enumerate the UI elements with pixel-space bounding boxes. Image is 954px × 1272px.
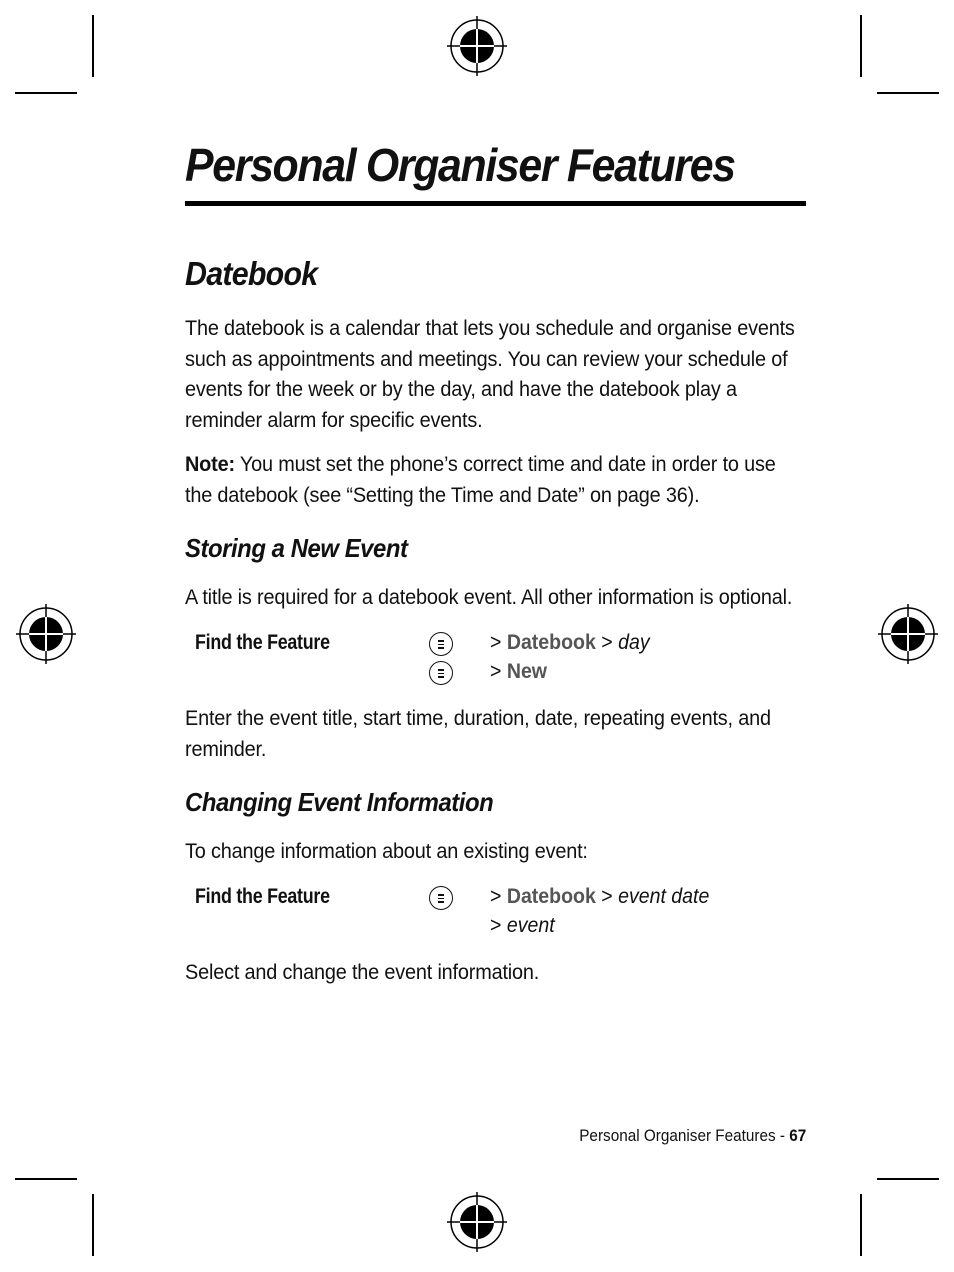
crop-mark [877, 92, 939, 94]
section-intro: The datebook is a calendar that lets you schedule and organise events such as appointments and meetings. You can review your schedule of events for the week or by the day, and have the datebook play a reminder alarm for specific events. [185, 316, 795, 432]
title-rule [185, 201, 806, 206]
storing-intro: A title is required for a datebook event. All other information is optional. [185, 585, 793, 609]
subsection-title-changing: Changing Event Information [185, 787, 494, 817]
menu-key-icon [429, 661, 453, 685]
page-footer [579, 1124, 806, 1148]
feature-path: > event [490, 914, 555, 937]
crop-mark [860, 1194, 862, 1256]
footer-text: Personal Organiser Features - [578, 1126, 789, 1145]
page-number: 67 [788, 1126, 806, 1145]
registration-mark-icon [445, 1190, 509, 1254]
crop-mark [860, 15, 862, 77]
note-label: Note: [185, 452, 235, 476]
find-the-feature-label: Find the Feature [195, 885, 330, 908]
changing-intro: To change information about an existing event: [185, 839, 588, 863]
feature-path: > Datebook > event date [490, 885, 710, 908]
subsection-title-storing: Storing a New Event [185, 533, 408, 563]
crop-mark [15, 1178, 77, 1180]
crop-mark [92, 15, 94, 77]
note-paragraph [185, 449, 805, 510]
feature-path: > New [490, 660, 548, 683]
feature-path: > Datebook > day [490, 631, 650, 654]
section-title: Datebook [185, 255, 318, 292]
crop-mark [877, 1178, 939, 1180]
crop-mark [15, 92, 77, 94]
crop-mark [92, 1194, 94, 1256]
find-the-feature-label: Find the Feature [195, 631, 330, 654]
page-title: Personal Organiser Features [185, 139, 735, 191]
menu-item-new: New [506, 660, 548, 683]
registration-mark-icon [876, 602, 940, 666]
variable-event-date: event date [618, 885, 710, 908]
changing-after: Select and change the event information. [185, 960, 540, 984]
menu-item-datebook: Datebook [506, 885, 596, 908]
note-text: You must set the phone’s correct time and date in order to use the datebook (see “Setting the Time and Date” on page 36). [185, 452, 776, 507]
registration-mark-icon [445, 14, 509, 78]
storing-after: Enter the event title, start time, duration, date, repeating events, and reminder. [185, 706, 771, 761]
menu-key-icon [429, 886, 453, 910]
variable-day: day [618, 631, 650, 654]
menu-key-icon [429, 632, 453, 656]
variable-event: event [506, 914, 555, 937]
registration-mark-icon [14, 602, 78, 666]
menu-item-datebook: Datebook [506, 631, 596, 654]
